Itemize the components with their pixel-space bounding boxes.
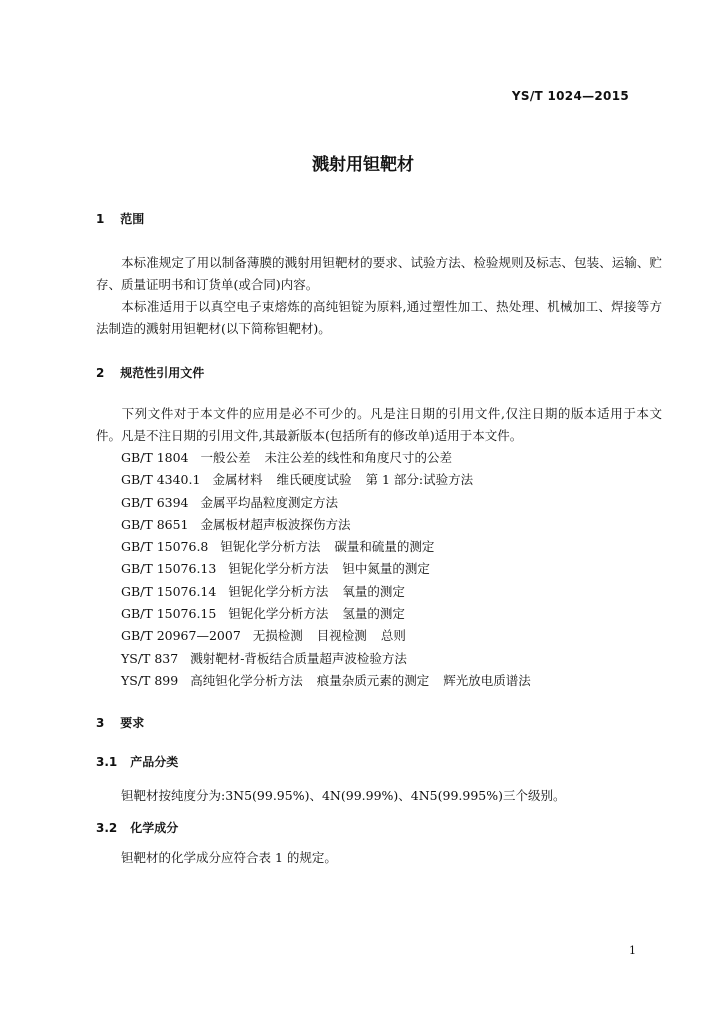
section-2-title: 规范性引用文件 — [120, 366, 205, 380]
reference-item — [121, 581, 545, 603]
reference-item — [121, 558, 545, 580]
reference-code: GB/T 1804 — [121, 450, 189, 465]
reference-code: GB/T 20967—2007 — [121, 628, 241, 644]
document-title: 溅射用钽靶材 — [312, 155, 414, 175]
reference-code: GB/T 15076.15 — [121, 606, 217, 622]
reference-title-part: 辉光放电质谱法 — [443, 672, 531, 688]
reference-code: GB/T 8651 — [121, 516, 189, 532]
reference-title-part: 溅射靶材-背板结合质量超声波检验方法 — [190, 650, 407, 666]
reference-code: GB/T 6394 — [121, 494, 189, 510]
reference-title-part: 金属板材超声板波探伤方法 — [200, 516, 351, 532]
reference-code: YS/T 899 — [121, 672, 179, 688]
section-3-title: 要求 — [120, 716, 145, 730]
reference-title-part: 钽铌化学分析方法 — [220, 539, 321, 555]
page-number: 1 — [629, 944, 636, 957]
reference-title-part: 氧量的测定 — [342, 583, 405, 599]
reference-item — [121, 648, 545, 670]
section-3-heading — [96, 714, 144, 731]
reference-item — [121, 492, 545, 514]
reference-title-part: 钽铌化学分析方法 — [228, 606, 329, 622]
section-3-2-title: 化学成分 — [130, 821, 179, 835]
section-2-heading — [96, 364, 204, 381]
reference-title-part: 痕量杂质元素的测定 — [316, 672, 430, 688]
reference-item — [121, 625, 545, 647]
reference-title-part: 碳量和硫量的测定 — [334, 539, 435, 555]
section-1-paragraph-2-text: 本标准适用于以真空电子束熔炼的高纯钽锭为原料,通过塑性加工、热处理、机械加工、焊接等方法制造的溅射用钽靶材(以下简称钽靶材)。 — [96, 299, 662, 336]
section-1-paragraph-1 — [96, 252, 662, 296]
reference-title-part: 第 1 部分:试验方法 — [365, 472, 474, 488]
section-3-1-number: 3.1 — [96, 755, 118, 769]
section-1-heading — [96, 210, 144, 227]
reference-item — [121, 670, 545, 692]
reference-title-part: 氢量的测定 — [342, 606, 405, 622]
section-2-number: 2 — [96, 366, 105, 380]
reference-item — [121, 536, 545, 558]
reference-title-part: 无损检测 — [252, 628, 303, 644]
section-2-intro-text: 下列文件对于本文件的应用是必不可少的。凡是注日期的引用文件,仅注日期的版本适用于本文件。凡是不注日期的引用文件,其最新版本(包括所有的修改单)适用于本文件。 — [96, 406, 662, 443]
reference-title-part: 金属材料 — [212, 472, 263, 488]
section-3-number: 3 — [96, 716, 105, 730]
reference-code: YS/T 837 — [121, 650, 179, 666]
section-2-intro — [96, 403, 662, 447]
reference-code: GB/T 15076.13 — [121, 561, 217, 577]
reference-code: GB/T 15076.14 — [121, 583, 217, 599]
section-3-1-paragraph — [96, 785, 662, 807]
section-1-number: 1 — [96, 212, 105, 226]
section-3-2-paragraph — [96, 847, 662, 869]
section-1-paragraph-2 — [96, 296, 662, 340]
reference-title-part: 总则 — [380, 628, 406, 644]
reference-title-part: 金属平均晶粒度测定方法 — [200, 494, 339, 510]
normative-references-list — [121, 447, 545, 692]
reference-title-part: 高纯钽化学分析方法 — [190, 672, 303, 688]
standard-code: YS/T 1024—2015 — [511, 89, 629, 103]
reference-title-part: 钽铌化学分析方法 — [228, 583, 329, 599]
reference-title-part: 目视检测 — [316, 628, 367, 644]
reference-title-part: 钽铌化学分析方法 — [228, 561, 329, 577]
reference-title-part: 未注公差的线性和角度尺寸的公差 — [264, 450, 453, 465]
reference-item — [121, 447, 545, 469]
section-3-1-text: 钽靶材按纯度分为:3N5(99.95%)、4N(99.99%)、4N5(99.995%)三个级别。 — [121, 788, 566, 803]
reference-title-part: 维氏硬度试验 — [276, 472, 352, 488]
section-3-1-heading — [96, 753, 178, 770]
section-1-paragraph-1-text: 本标准规定了用以制备薄膜的溅射用钽靶材的要求、试验方法、检验规则及标志、包装、运输、贮存、质量证明书和订货单(或合同)内容。 — [96, 255, 662, 292]
reference-title-part: 一般公差 — [200, 450, 251, 465]
reference-code: GB/T 4340.1 — [121, 472, 201, 488]
reference-title-part: 钽中氮量的测定 — [342, 561, 430, 577]
reference-item — [121, 514, 545, 536]
reference-code: GB/T 15076.8 — [121, 539, 209, 555]
section-3-2-text: 钽靶材的化学成分应符合表 1 的规定。 — [121, 850, 337, 865]
reference-item — [121, 469, 545, 491]
reference-item — [121, 603, 545, 625]
section-3-2-heading — [96, 819, 178, 836]
section-1-title: 范围 — [120, 212, 145, 226]
section-3-1-title: 产品分类 — [130, 755, 179, 769]
section-3-2-number: 3.2 — [96, 821, 118, 835]
